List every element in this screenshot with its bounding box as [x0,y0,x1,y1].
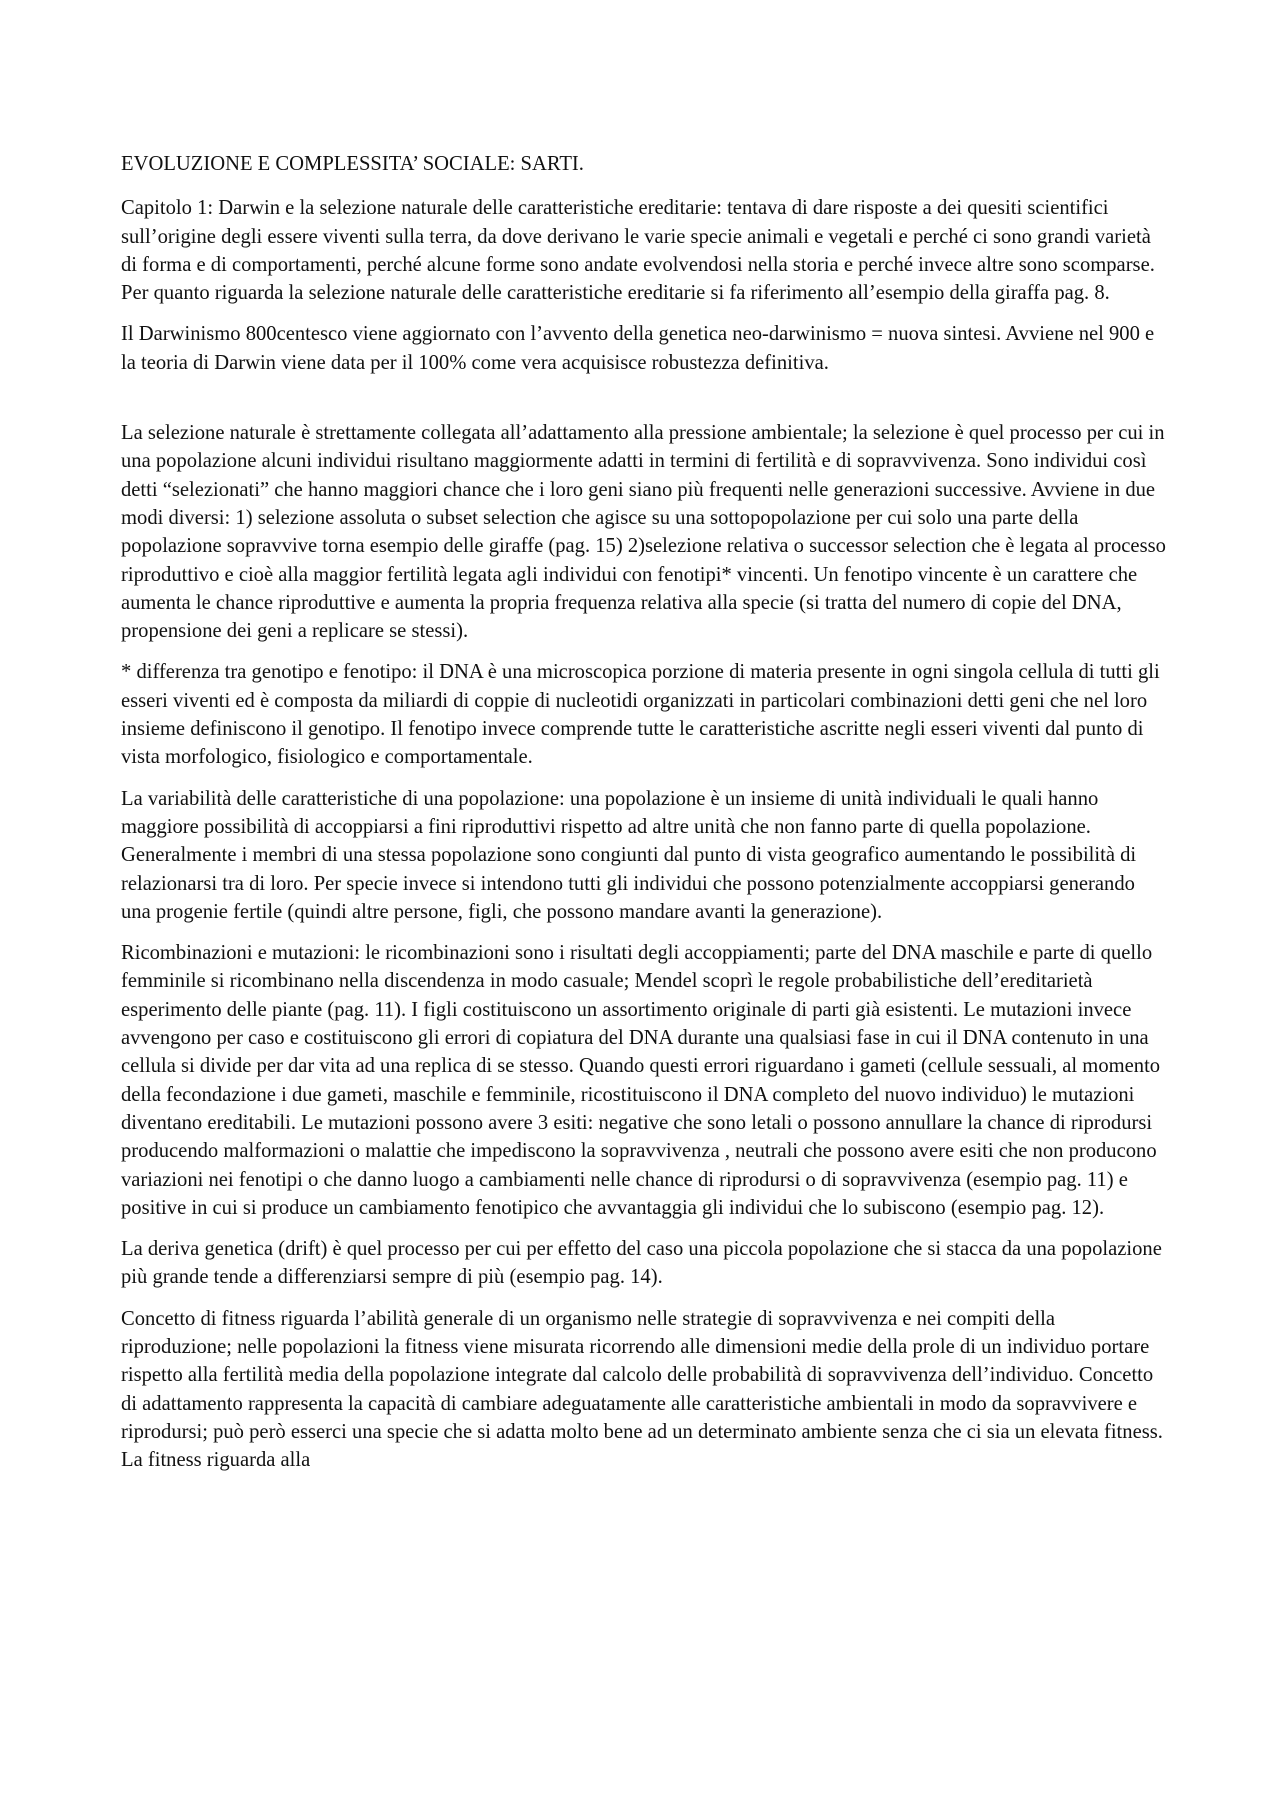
paragraph-variabilita: La variabilità delle caratteristiche di una popolazione: una popolazione è un insieme di unità individuali le quali hanno maggiore possibilità di accoppiarsi a fini riproduttivi rispetto ad altre unità che non fanno parte di quella popolazione. Generalmente i membri di una stessa popolazione sono congiunti dal punto di vista geografico aumentando le possibilità di relazionarsi tra di loro. Per specie invece si intendono tutti gli individui che possono potenzialmente accoppiarsi generando una progenie fertile (quindi altre persone, figli, che possono mandare avanti la generazione). [121,787,1137,923]
paragraph-selezione-naturale: La selezione naturale è strettamente collegata all’adattamento alla pressione ambientale; la selezione è quel processo per cui in una popolazione alcuni individui risultano maggiormente adatti in termini di fertilità e di sopravvivenza. Sono individui così detti “selezionati” che hanno maggiori chance che i loro geni siano più frequenti nelle generazioni successive. Avviene in due modi diversi: 1) selezione assoluta o subset selection che agisce su una sottopopolazione per cui solo una parte della popolazione sopravvive torna esempio delle giraffe (pag. 15) 2)selezione relativa o successor selection che è legata al processo riproduttivo e cioè alla maggior fertilità legata agli individui con fenotipi* vincenti. Un fenotipo vincente è un carattere che aumenta le chance riproduttive e aumenta la propria frequenza relativa alla specie (si tratta del numero di copie del DNA, propensione dei geni a replicare se stessi). [121,422,1166,643]
paragraph-fitness: Concetto di fitness riguarda l’abilità generale di un organismo nelle strategie di sopravvivenza e nei compiti della riproduzione; nelle popolazioni la fitness viene misurata ricorrendo alle dimensioni medie della prole di un individuo portare rispetto alla fertilità media della popolazione integrate dal calcolo delle probabilità di sopravvivenza dell’individuo. Concetto di adattamento rappresenta la capacità di cambiare adeguatamente alle caratteristiche ambientali in modo da sopravvivere e riprodursi; può però esserci una specie che si adatta molto bene ad un determinato ambiente senza che ci sia un elevata fitness. La fitness riguarda alla [121,1307,1163,1472]
paragraph-deriva-genetica: La deriva genetica (drift) è quel processo per cui per effetto del caso una piccola popolazione che si stacca da una popolazione più grande tende a differenziarsi sempre di più (esempio pag. 14). [121,1238,1162,1289]
paragraph-ricombinazioni-mutazioni: Ricombinazioni e mutazioni: le ricombinazioni sono i risultati degli accoppiamenti; parte del DNA maschile e parte di quello femminile si ricombinano nella discendenza in modo casuale; Mendel scoprì le regole probabilistiche dell’ereditarietà esperimento delle piante (pag. 11). I figli costituiscono un assortimento originale di parti già esistenti. Le mutazioni invece avvengono per caso e costituiscono gli errori di copiatura del DNA durante una qualsiasi fase in cui il DNA contenuto in una cellula si divide per dar vita ad una replica di se stesso. Quando questi errori riguardano i gameti (cellule sessuali, al momento della fecondazione i due gameti, maschile e femminile, ricostituiscono il DNA completo del nuovo individuo) le mutazioni diventano ereditabili. Le mutazioni possono avere 3 esiti: negative che sono letali o possono annullare la chance di riprodursi producendo malformazioni o malattie che impediscono la sopravvivenza , neutrali che possono avere esiti che non producono variazioni nei fenotipi o che danno luogo a cambiamenti nelle chance di riprodursi o di sopravvivenza (esempio pag. 11) e positive in cui si produce un cambiamento fenotipico che avvantaggia gli individui che lo subiscono (esempio pag. 12). [121,942,1161,1219]
paragraph-darwinismo: Il Darwinismo 800centesco viene aggiornato con l’avvento della genetica neo-darwinismo = nuova sintesi. Avviene nel 900 e la teoria di Darwin viene data per il 100% come vera acquisisce robustezza definitiva. [121,323,1155,374]
document-title: EVOLUZIONE E COMPLESSITA’ SOCIALE: SARTI. [121,153,584,175]
document-page [121,150,1166,1487]
paragraph-capitolo-1: Capitolo 1: Darwin e la selezione naturale delle caratteristiche ereditarie: tentava di dare risposte a dei quesiti scientifici sull’origine degli essere viventi sulla terra, da dove derivano le varie specie animali e vegetali e perché ci sono grandi varietà di forma e di comportamenti, perché alcune forme sono andate evolvendosi nella storia e perché invece altre sono scomparse. Per quanto riguarda la selezione naturale delle caratteristiche ereditarie si fa riferimento all’esempio della giraffa pag. 8. [121,197,1155,305]
paragraph-genotipo-fenotipo: * differenza tra genotipo e fenotipo: il DNA è una microscopica porzione di materia presente in ogni singola cellula di tutti gli esseri viventi ed è composta da miliardi di coppie di nucleotidi organizzati in particolari combinazioni detti geni che nel loro insieme definiscono il genotipo. Il fenotipo invece comprende tutte le caratteristiche ascritte negli esseri viventi dal punto di vista morfologico, fisiologico e comportamentale. [121,661,1160,769]
